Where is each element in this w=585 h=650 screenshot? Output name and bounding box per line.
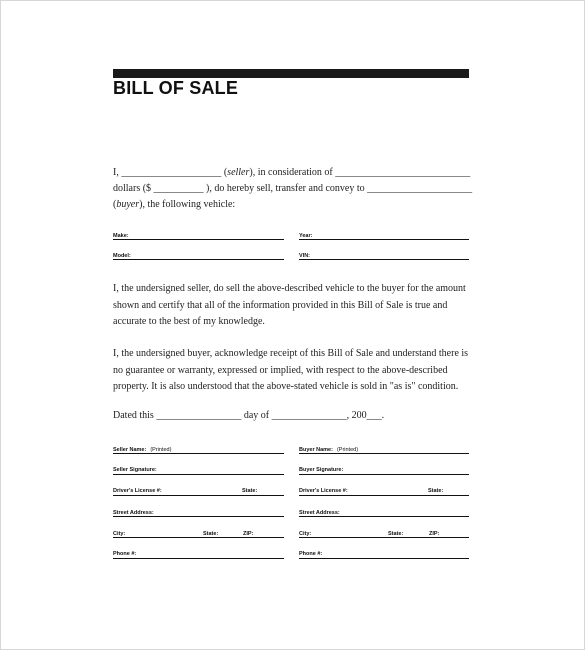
model-field[interactable] <box>113 259 284 260</box>
year-label: Year: <box>299 233 313 239</box>
buyer-city-label: City: <box>299 531 312 537</box>
seller-license-label: Driver's License #: <box>113 488 162 494</box>
buyer-address-field[interactable] <box>299 516 469 517</box>
buyer-signature-label: Buyer Signature: <box>299 467 344 473</box>
seller-city-state-label: State: <box>203 531 219 537</box>
seller-phone-label: Phone #: <box>113 551 137 557</box>
buyer-phone-label: Phone #: <box>299 551 323 557</box>
buyer-phone-field[interactable] <box>299 558 469 559</box>
intro-line-2: dollars ($ __________ ), do hereby sell, transfer and convey to _____________________ <box>113 183 473 194</box>
seller-statement: I, the undersigned seller, do sell the above-described vehicle to the buyer for the amount shown and certify that all of the information provided in this Bill of Sale is true and accurate to the best of my knowledge. <box>113 283 466 327</box>
title-bar-decoration <box>113 69 469 78</box>
seller-phone-field[interactable] <box>113 558 284 559</box>
buyer-signature-field[interactable] <box>299 474 469 475</box>
seller-signature-label: Seller Signature: <box>113 467 157 473</box>
seller-zip-label: ZIP: <box>243 531 254 537</box>
model-label: Model: <box>113 253 131 259</box>
buyer-city-field[interactable] <box>299 537 469 538</box>
intro-line-1: I, ____________________ (seller), in consideration of ___________________________ <box>113 167 471 178</box>
seller-term: seller <box>227 167 250 178</box>
seller-name-field[interactable] <box>113 453 284 454</box>
make-field[interactable] <box>113 239 284 240</box>
buyer-name-label: Buyer Name: (Printed) <box>299 447 359 453</box>
seller-signature-field[interactable] <box>113 474 284 475</box>
dated-line: Dated this _________________ day of _______________, 200___. <box>113 410 385 421</box>
buyer-license-label: Driver's License #: <box>299 488 348 494</box>
buyer-address-label: Street Address: <box>299 510 340 516</box>
buyer-zip-label: ZIP: <box>429 531 440 537</box>
document-title: BILL OF SALE <box>113 78 239 98</box>
seller-address-label: Street Address: <box>113 510 154 516</box>
year-field[interactable] <box>299 239 469 240</box>
seller-license-state-label: State: <box>242 488 258 494</box>
vin-field[interactable] <box>299 259 469 260</box>
seller-city-label: City: <box>113 531 126 537</box>
buyer-license-state-label: State: <box>428 488 444 494</box>
seller-license-field[interactable] <box>113 495 284 496</box>
intro-line-3: (buyer), the following vehicle: <box>113 199 236 210</box>
seller-city-field[interactable] <box>113 537 284 538</box>
buyer-city-state-label: State: <box>388 531 404 537</box>
buyer-statement: I, the undersigned buyer, acknowledge receipt of this Bill of Sale and understand there is no guarantee or warranty, expressed or implied, with respect to the above-described property. It is also understood that the above-stated vehicle is sold in "as is" condition. <box>113 348 469 392</box>
buyer-license-field[interactable] <box>299 495 469 496</box>
make-label: Make: <box>113 233 129 239</box>
seller-name-label: Seller Name: (Printed) <box>113 447 172 453</box>
vin-label: VIN: <box>299 253 310 259</box>
seller-address-field[interactable] <box>113 516 284 517</box>
buyer-name-field[interactable] <box>299 453 469 454</box>
buyer-term: buyer <box>116 199 140 210</box>
